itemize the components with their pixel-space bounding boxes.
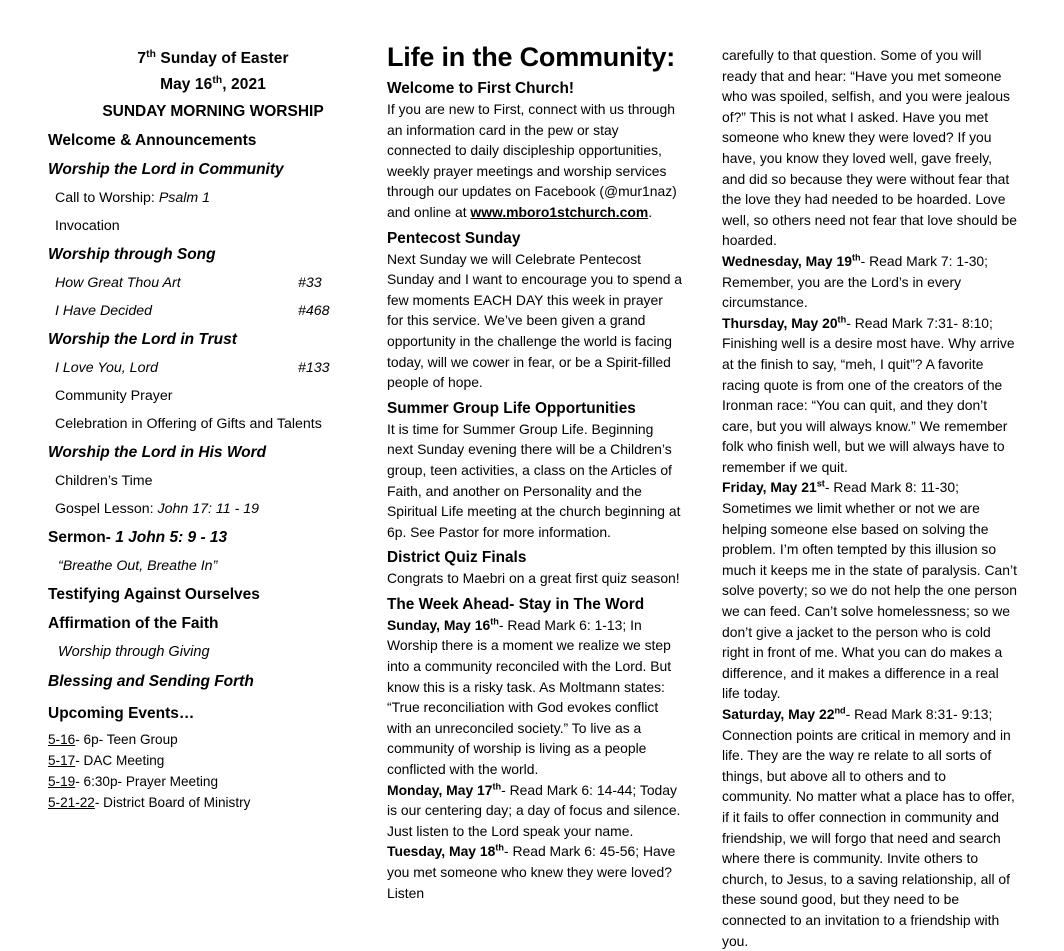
event-date: 5-16 <box>48 732 76 747</box>
devotional-day-label: Saturday, May 22 <box>722 706 835 722</box>
summer-group-life-heading: Summer Group Life Opportunities <box>387 399 636 417</box>
devotional-entry <box>722 477 1019 704</box>
celebration-offering-item: Celebration in Offering of Gifts and Talents <box>55 416 322 432</box>
devotional-text: - Read Mark 8:31- 9:13; Connection points are critical in memory and in life. They are the way re relate to all sorts of things, but above all to others and to community. No matter what a place has to offer, if it fails to offer connection in community and friendship, we will forgo that need and search where there is community. Invite others to church, to Jesus, to a saving relationship, all of these sound good, but they need to be connected to an invitation to a friendship with you. <box>722 706 1015 949</box>
devotional-entry <box>722 313 1019 478</box>
devotional-entry <box>722 704 1019 951</box>
gospel-lesson-reference: John 17: 11 - 19 <box>157 501 260 517</box>
hymn-title: I Have Decided <box>55 303 152 319</box>
summer-group-life-paragraph: It is time for Summer Group Life. Beginning next Sunday evening there will be a Children’s group, teen activities, a class on the Articles of Faith, and another on Personality and the Spiritual Life meeting at the church beginning at 6p. See Pastor for more information. <box>387 420 681 540</box>
event-date: 5-19 <box>48 774 76 789</box>
sermon-scripture-reference: 1 John 5: 9 - 13 <box>115 529 228 546</box>
section-worship-through-song: Worship through Song <box>48 246 216 263</box>
upcoming-events-heading: Upcoming Events… <box>48 705 195 722</box>
bulletin-date-line-1 <box>48 46 378 72</box>
devotional-day-ordinal: th <box>837 314 847 325</box>
devotional-day-label: Friday, May 21 <box>722 479 817 496</box>
devotional-day-label: Sunday, May 16 <box>387 616 491 633</box>
devotional-text: - Read Mark 7:31- 8:10; Finishing well is a desire most have. Why arrive at the finish to say, “meh, I quit”? A favorite racing quote is from one of the creators of the Ironman race: “You can quit, and they don’t care, but you will always know.” We remember folk who finish well, but we will always have to remember if we quit. <box>722 314 1015 475</box>
event-description: - 6p- Teen Group <box>75 732 178 747</box>
blessing-sending-forth-heading: Blessing and Sending Forth <box>48 673 254 690</box>
welcome-paragraph <box>387 99 682 223</box>
sermon-title: “Breathe Out, Breathe In” <box>58 558 218 574</box>
sunday-of-easter-suffix: Sunday of Easter <box>155 50 289 67</box>
event-description: - DAC Meeting <box>75 753 165 768</box>
devotional-entry <box>387 841 682 903</box>
event-date: 5-17 <box>48 753 76 768</box>
worship-through-giving-item: Worship through Giving <box>58 644 210 660</box>
hymn-number: #468 <box>298 303 330 319</box>
district-quiz-finals-paragraph: Congrats to Maebri on a great first quiz season! <box>387 570 680 587</box>
devotional-day-label: Monday, May 17 <box>387 781 493 798</box>
testifying-heading: Testifying Against Ourselves <box>48 586 260 603</box>
gospel-lesson-item <box>48 495 378 523</box>
hymn-number: #33 <box>298 275 322 291</box>
event-date: 5-21-22 <box>48 795 95 810</box>
ordinal-suffix: th <box>146 48 156 60</box>
service-date-prefix: May 16 <box>160 76 213 93</box>
bulletin-date-line-2 <box>48 72 378 98</box>
devotional-text: - Read Mark 8: 11-30; Sometimes we limit whether or not we are helping someone else based on solving the problem. I’m often tempted by this illusion so much it keeps me in the state of paralysis. Can’t solve poverty; so we do not help the one person we can feed. Can’t solve homelessness; so we don’t give a jacket to the person who is cold right in front of me. What you can do makes a difference, and it makes a difference in a real life today. <box>722 479 1017 702</box>
sermon-line <box>48 523 378 552</box>
gospel-lesson-label: Gospel Lesson: <box>55 501 158 517</box>
welcome-announcements-heading: Welcome & Announcements <box>48 132 257 149</box>
devotional-text: - Read Mark 7: 1-30; Remember, you are the Lord’s in every circumstance. <box>722 252 989 311</box>
section-worship-in-community: Worship the Lord in Community <box>48 161 284 178</box>
event-item <box>48 750 378 771</box>
welcome-text: If you are new to First, connect with us through an information card in the pew or stay connected to daily discipleship opportunities, weekly prayer meetings and worship services through our updates on Facebook (@mur1naz) and online at <box>387 101 677 220</box>
devotional-text: - Read Mark 6: 1-13; In Worship there is a moment we realize we step into a community reconciled with the Lord. But know this is a risky task. As Moltmann states: “True reconciliation with God evokes conflict with an unreconciled society.” To live as a community of worship is living as a people conflicted with the world. <box>387 616 672 778</box>
service-title: SUNDAY MORNING WORSHIP <box>102 103 324 120</box>
devotional-text: - Read Mark 6: 45-56; Have you met someone who knew they were loved? Listen <box>387 843 676 901</box>
childrens-time-item: Children’s Time <box>55 473 153 489</box>
hymn-row <box>48 354 378 382</box>
newsletter-title: Life in the Community: <box>387 42 676 72</box>
service-date-suffix: , 2021 <box>222 76 266 93</box>
affirmation-heading: Affirmation of the Faith <box>48 615 219 632</box>
event-description: - District Board of Ministry <box>94 795 251 810</box>
week-ahead-heading: The Week Ahead- Stay in The Word <box>387 595 645 613</box>
hymn-row <box>48 297 378 325</box>
sunday-of-easter-prefix: 7 <box>137 50 147 67</box>
welcome-text-end: . <box>648 203 653 220</box>
ordinal-suffix: th <box>212 74 223 86</box>
call-to-worship-label: Call to Worship: <box>55 190 159 206</box>
district-quiz-finals-heading: District Quiz Finals <box>387 549 527 567</box>
call-to-worship-reference: Psalm 1 <box>158 190 211 206</box>
devotional-day-ordinal: th <box>492 781 502 791</box>
event-item <box>48 792 378 813</box>
devotional-day-label: Wednesday, May 19 <box>722 252 852 269</box>
pentecost-paragraph: Next Sunday we will Celebrate Pentecost Sunday and I want to encourage you to spend a few moments EACH DAY this week in prayer for this service. We’ve been given a grand opportunity in the challenge the world is facing today, will we cower in fear, or be a Spirit-filled people of hope. <box>387 250 683 391</box>
devotional-continuation-paragraph: carefully to that question. Some of you will ready that and hear: “Have you met someone who was spoiled, selfish, and you were jealous of?” This is not what I asked. Have you met someone who knew they were loved? If you have, you know they loved well, gave freely, and did so because they were without fear that the love they had needed to be hoarded. Love well, so others need not fear that love should be hoarded. <box>722 47 1017 249</box>
hymn-row <box>48 269 378 297</box>
welcome-heading: Welcome to First Church! <box>387 80 574 97</box>
community-prayer-item: Community Prayer <box>55 388 173 404</box>
hymn-number: #133 <box>298 360 330 376</box>
devotional-day-ordinal: st <box>816 478 825 489</box>
devotional-entry <box>722 251 1019 313</box>
devotional-entry <box>387 615 682 780</box>
invocation-item: Invocation <box>55 218 120 234</box>
sermon-label: Sermon- <box>48 529 116 546</box>
devotional-day-ordinal: th <box>851 252 861 263</box>
devotional-day-label: Tuesday, May 18 <box>387 843 496 860</box>
devotional-day-ordinal: nd <box>834 705 846 716</box>
devotional-text: - Read Mark 6: 14-44; Today is our centering day; a day of focus and silence. Just listen to the Lord speak your name. <box>387 781 681 839</box>
devotional-day-ordinal: th <box>490 616 499 627</box>
order-of-worship-column <box>48 0 378 813</box>
church-website-link[interactable]: www.mboro1stchurch.com <box>470 203 649 220</box>
hymn-title: I Love You, Lord <box>55 360 159 376</box>
call-to-worship-item <box>48 184 378 212</box>
section-worship-in-trust: Worship the Lord in Trust <box>48 331 237 348</box>
newsletter-column-right <box>722 0 1019 951</box>
section-worship-in-his-word: Worship the Lord in His Word <box>48 444 267 461</box>
devotional-entry <box>387 780 682 842</box>
devotional-day-ordinal: th <box>495 842 504 853</box>
event-description: - 6:30p- Prayer Meeting <box>75 774 219 789</box>
event-item <box>48 729 378 750</box>
pentecost-heading: Pentecost Sunday <box>387 229 521 247</box>
event-item <box>48 771 378 792</box>
newsletter-column-middle <box>387 0 682 903</box>
devotional-day-label: Thursday, May 20 <box>722 314 838 331</box>
hymn-title: How Great Thou Art <box>55 275 181 291</box>
